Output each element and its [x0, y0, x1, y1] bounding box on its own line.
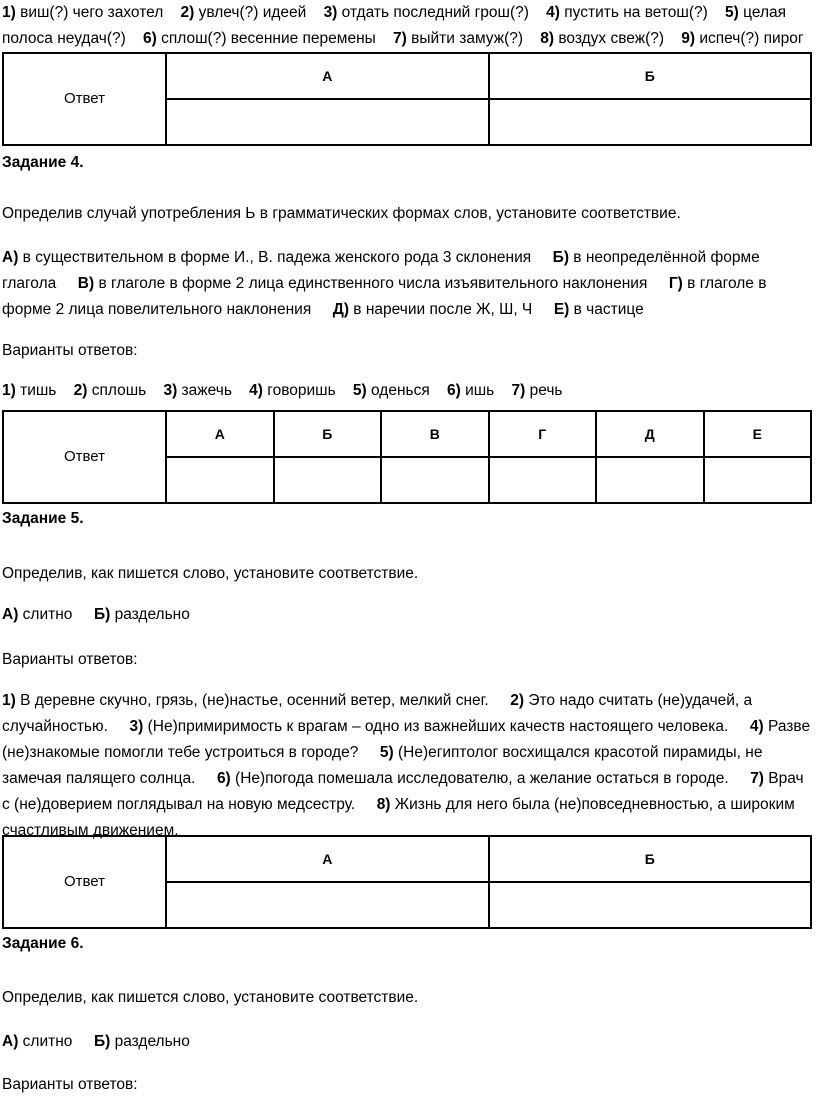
- task3-item: 5) целая полоса неудач(?): [2, 4, 787, 47]
- task4-options: [2, 245, 812, 323]
- task3-item: 1) виш(?) чего захотел: [2, 4, 164, 21]
- task5-variants-label: Варианты ответов:: [2, 651, 138, 668]
- answer-cell[interactable]: [489, 882, 812, 928]
- option: Д) в наречии после Ж, Ш, Ч: [332, 301, 533, 318]
- answer-cell[interactable]: [166, 882, 489, 928]
- answer-label: Ответ: [3, 836, 166, 928]
- variant: 5) (Не)египтолог восхищался красотой пирамиды, не замечая палящего солнца.: [2, 744, 763, 787]
- answer-col-header: В: [381, 411, 489, 457]
- answer-cell[interactable]: [596, 457, 704, 503]
- variant: 1) В деревне скучно, грязь, (не)настье, осенний ветер, мелкий снег.: [2, 692, 489, 709]
- answer-label: Ответ: [3, 411, 166, 503]
- option: Г) в глаголе в форме 2 лица повелительного наклонения: [2, 275, 767, 318]
- option: В) в глаголе в форме 2 лица единственного числа изъявительного наклонения: [77, 275, 648, 292]
- task4-variants-label: Варианты ответов:: [2, 342, 138, 359]
- task5-options: [2, 602, 812, 628]
- task3-item: 6) сплош(?) весенние перемены: [143, 30, 376, 47]
- task3-item: 4) пустить на ветош(?): [546, 4, 708, 21]
- option: Б) в неопределённой форме глагола: [2, 249, 760, 292]
- task5-answer-table: [2, 835, 812, 929]
- task3-item: 7) выйти замуж(?): [393, 30, 524, 47]
- task6-instruction: Определив, как пишется слово, установите соответствие.: [2, 989, 419, 1006]
- task6-options: [2, 1029, 812, 1055]
- option: А) в существительном в форме И., В. падежа женского рода 3 склонения: [2, 249, 532, 266]
- variant: 6) ишь: [446, 382, 495, 399]
- task3-item: 9) испеч(?) пирог: [681, 30, 804, 47]
- answer-cell[interactable]: [489, 99, 812, 145]
- task4-instruction: Определив случай употребления Ь в грамматических формах слов, установите соответствие.: [2, 205, 681, 222]
- task5-heading: Задание 5.: [2, 510, 84, 527]
- option: А) слитно: [2, 606, 73, 623]
- answer-cell[interactable]: [704, 457, 812, 503]
- variant: 2) Это надо считать (не)удачей, а случайностью.: [2, 692, 753, 735]
- answer-cell[interactable]: [381, 457, 489, 503]
- answer-col-header: А: [166, 836, 489, 882]
- variant: 7) Врач с (не)доверием поглядывал на новую медсестру.: [2, 770, 804, 813]
- variant: 5) оденься: [352, 382, 430, 399]
- answer-col-header: А: [166, 411, 274, 457]
- variant: 4) Разве (не)знакомые помогли тебе устроиться в городе?: [2, 718, 811, 761]
- answer-col-header: Б: [489, 836, 812, 882]
- answer-label: Ответ: [3, 53, 166, 145]
- answer-col-header: Б: [274, 411, 382, 457]
- task4-heading: Задание 4.: [2, 154, 84, 171]
- task4-variants: [2, 378, 812, 404]
- option: Б) раздельно: [93, 1033, 190, 1050]
- variant: 6) (Не)погода помешала исследователю, а желание остаться в городе.: [216, 770, 729, 787]
- option: Е) в частице: [553, 301, 644, 318]
- variant: 2) сплошь: [73, 382, 147, 399]
- task3-answer-table: [2, 52, 812, 146]
- task6-heading: Задание 6.: [2, 935, 84, 952]
- task5-instruction: Определив, как пишется слово, установите соответствие.: [2, 565, 419, 582]
- answer-col-header: Е: [704, 411, 812, 457]
- answer-col-header: Г: [489, 411, 597, 457]
- variant: 3) (Не)примиримость к врагам – одно из важнейших качеств настоящего человека.: [129, 718, 729, 735]
- answer-col-header: Д: [596, 411, 704, 457]
- variant: 8) Жизнь для него была (не)повседневностью, а широким счастливым движением.: [2, 796, 795, 839]
- variant: 4) говоришь: [249, 382, 336, 399]
- task6-variants-label: Варианты ответов:: [2, 1076, 138, 1093]
- answer-col-header: А: [166, 53, 489, 99]
- variant: 7) речь: [511, 382, 563, 399]
- variant: 1) тишь: [2, 382, 57, 399]
- answer-cell[interactable]: [166, 99, 489, 145]
- answer-cell[interactable]: [166, 457, 274, 503]
- task5-variants: [2, 688, 812, 844]
- option: Б) раздельно: [93, 606, 190, 623]
- answer-cell[interactable]: [274, 457, 382, 503]
- task3-item: 8) воздух свеж(?): [540, 30, 665, 47]
- task4-answer-table: [2, 410, 812, 504]
- task3-item: 2) увлеч(?) идеей: [180, 4, 307, 21]
- answer-cell[interactable]: [489, 457, 597, 503]
- task3-item: 3) отдать последний грош(?): [323, 4, 529, 21]
- task3-items: [2, 0, 812, 52]
- answer-col-header: Б: [489, 53, 812, 99]
- variant: 3) зажечь: [163, 382, 232, 399]
- option: А) слитно: [2, 1033, 73, 1050]
